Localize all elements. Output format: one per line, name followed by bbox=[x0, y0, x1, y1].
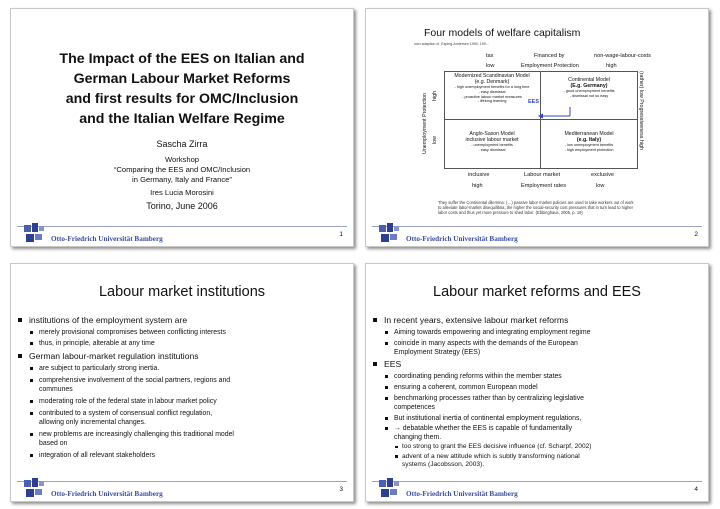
ep-low-label: low bbox=[486, 63, 495, 69]
sub-bullet: coordinating pending reforms within the member states bbox=[372, 372, 704, 381]
slide-title: Labour market reforms and EES bbox=[433, 284, 641, 300]
author: Sascha Zirra bbox=[156, 139, 208, 149]
sub-bullet: new problems are increasingly challenging this traditional model based on bbox=[17, 430, 347, 448]
page-number: 1 bbox=[339, 231, 343, 238]
bullet: EES bbox=[372, 359, 704, 370]
source-note: own adaption cf. Esping-Andersen 1990; 199… bbox=[414, 42, 490, 46]
slide-footer bbox=[11, 222, 353, 246]
sub-bullet: ensuring a coherent, common European model bbox=[372, 383, 704, 392]
sub-bullet: integration of all relevant stakeholders bbox=[17, 451, 347, 460]
ees-label: EES bbox=[528, 99, 540, 105]
slide-footer bbox=[366, 477, 708, 501]
ep-label: Employment Protection bbox=[521, 63, 579, 69]
scandinavian-model: Modernized Scandinavian Model (e.g. Denmark) - high unemployment benefits for a long time - easy dismissal - proactive labour market measures - lifelong learning bbox=[454, 73, 530, 104]
ees-arrow-icon bbox=[536, 105, 572, 119]
left-low-label: low bbox=[432, 136, 438, 144]
sub-bullet: But institutional inertia of continental employment regulations, bbox=[372, 414, 704, 423]
sub-bullet: Aiming towards empowering and integrating employment regime bbox=[372, 328, 704, 337]
bullet-list bbox=[17, 314, 347, 460]
bullet: German labour-market regulation institutions bbox=[17, 351, 347, 362]
slide-3[interactable] bbox=[10, 263, 354, 502]
place-date: Torino, June 2006 bbox=[146, 201, 218, 211]
emp-low-label: low bbox=[596, 183, 605, 189]
workshop-line-1: “Comparing the EES and OMC/Inclusion bbox=[113, 165, 251, 174]
employment-rates-label: Employment rates bbox=[521, 183, 567, 189]
slide-4[interactable] bbox=[365, 263, 709, 502]
workshop-line-2: in Germany, Italy and France” bbox=[132, 175, 232, 184]
slide-footer bbox=[366, 222, 708, 246]
progressiveness-label: (rather) low Progressiveness high bbox=[638, 71, 644, 150]
anglo-saxon-model: Anglo-Saxon Model inclusive labour market - unemployment benefits - easy dismissal bbox=[465, 131, 519, 152]
emp-high-label: high bbox=[472, 183, 483, 189]
university-name: Otto-Friedrich Universität Bamberg bbox=[406, 235, 518, 243]
university-logo-icon bbox=[378, 222, 404, 244]
bullet: In recent years, extensive labour market reforms bbox=[372, 315, 704, 326]
continental-model: Continental Model (E.g. Germany) - good unemployment benefits - dismissal not so easy bbox=[563, 77, 615, 98]
financed-label: Financed by bbox=[534, 53, 565, 59]
university-name: Otto-Friedrich Universität Bamberg bbox=[406, 490, 518, 498]
sub-bullet: benchmarking processes rather than by centralizing legislative competences bbox=[372, 394, 704, 412]
page-number: 4 bbox=[694, 486, 698, 493]
bullet: institutions of the employment system are bbox=[17, 315, 347, 326]
slide-1[interactable] bbox=[10, 8, 354, 247]
slide-title: The Impact of the EES on Italian and German Labour Market Reforms and first results for OMC/Inclusion and the Italian Welfare Regime bbox=[59, 51, 305, 127]
sub-sub-bullet: too strong to grant the EES decisive influence (cf. Scharpf, 2002) bbox=[372, 443, 704, 452]
sub-bullet: comprehensive involvement of the social partners, regions and communes bbox=[17, 376, 347, 394]
sub-bullet: merely provisional compromises between conflicting interests bbox=[17, 328, 347, 337]
slide-title: Labour market institutions bbox=[98, 284, 266, 300]
unemployment-protection-label: Unemployment Protection bbox=[422, 93, 428, 154]
ep-high-label: high bbox=[606, 63, 617, 69]
page-number: 3 bbox=[339, 486, 343, 493]
quadrant-h-divider bbox=[444, 119, 638, 120]
event-label: Workshop bbox=[164, 155, 200, 164]
sub-sub-bullet: advent of a new attitude which is subtly transforming national systems (Jacobsson, 2003). bbox=[372, 453, 704, 470]
sub-bullet: are subject to particularly strong inertia. bbox=[17, 364, 347, 373]
university-name: Otto-Friedrich Universität Bamberg bbox=[51, 490, 163, 498]
university-logo-icon bbox=[23, 222, 49, 244]
host: Ires Lucia Morosini bbox=[150, 188, 214, 197]
exclusive-label: exclusive bbox=[591, 172, 615, 178]
sub-bullet: moderating role of the federal state in labour market policy bbox=[17, 397, 347, 406]
page-number: 2 bbox=[694, 231, 698, 238]
quote-box: They suffer the Continental dilemma: (…) passive labor market policies are used to take workers out of work to alleviate labor-market disequilibria; the higher the social-security cost pressures that in turn lead to higher labor costs and thus yet more pressure to shed labor. (Ebbinghaus, 2005, p. 19) bbox=[438, 200, 634, 216]
slide-2[interactable] bbox=[365, 8, 709, 247]
university-logo-icon bbox=[23, 477, 49, 499]
university-name: Otto-Friedrich Universität Bamberg bbox=[51, 235, 163, 243]
quadrant-v-divider bbox=[540, 71, 541, 169]
bullet-list bbox=[372, 314, 704, 470]
slide-title: Four models of welfare capitalism bbox=[424, 27, 581, 39]
sub-bullet: thus, in principle, alterable at any time bbox=[17, 339, 347, 348]
slide-footer bbox=[11, 477, 353, 501]
sub-bullet: → debatable whether the EES is capable of fundamentally changing them. bbox=[372, 424, 704, 442]
sub-bullet: coincide in many aspects with the demands of the European Employment Strategy (EES) bbox=[372, 339, 704, 357]
mediterranean-model: Mediterranean Model (e.g. Italy) - low unemployment benefits - high employment protection bbox=[564, 131, 614, 152]
nonwage-label: non-wage-labour-costs bbox=[594, 53, 651, 59]
tax-label: tax bbox=[486, 53, 494, 59]
left-high-label: high bbox=[432, 90, 438, 101]
inclusive-label: inclusive bbox=[468, 172, 490, 178]
sub-bullet: contributed to a system of consensual conflict regulation, allowing only incremental changes. bbox=[17, 409, 347, 427]
university-logo-icon bbox=[378, 477, 404, 499]
labour-market-label: Labour market bbox=[524, 172, 561, 178]
